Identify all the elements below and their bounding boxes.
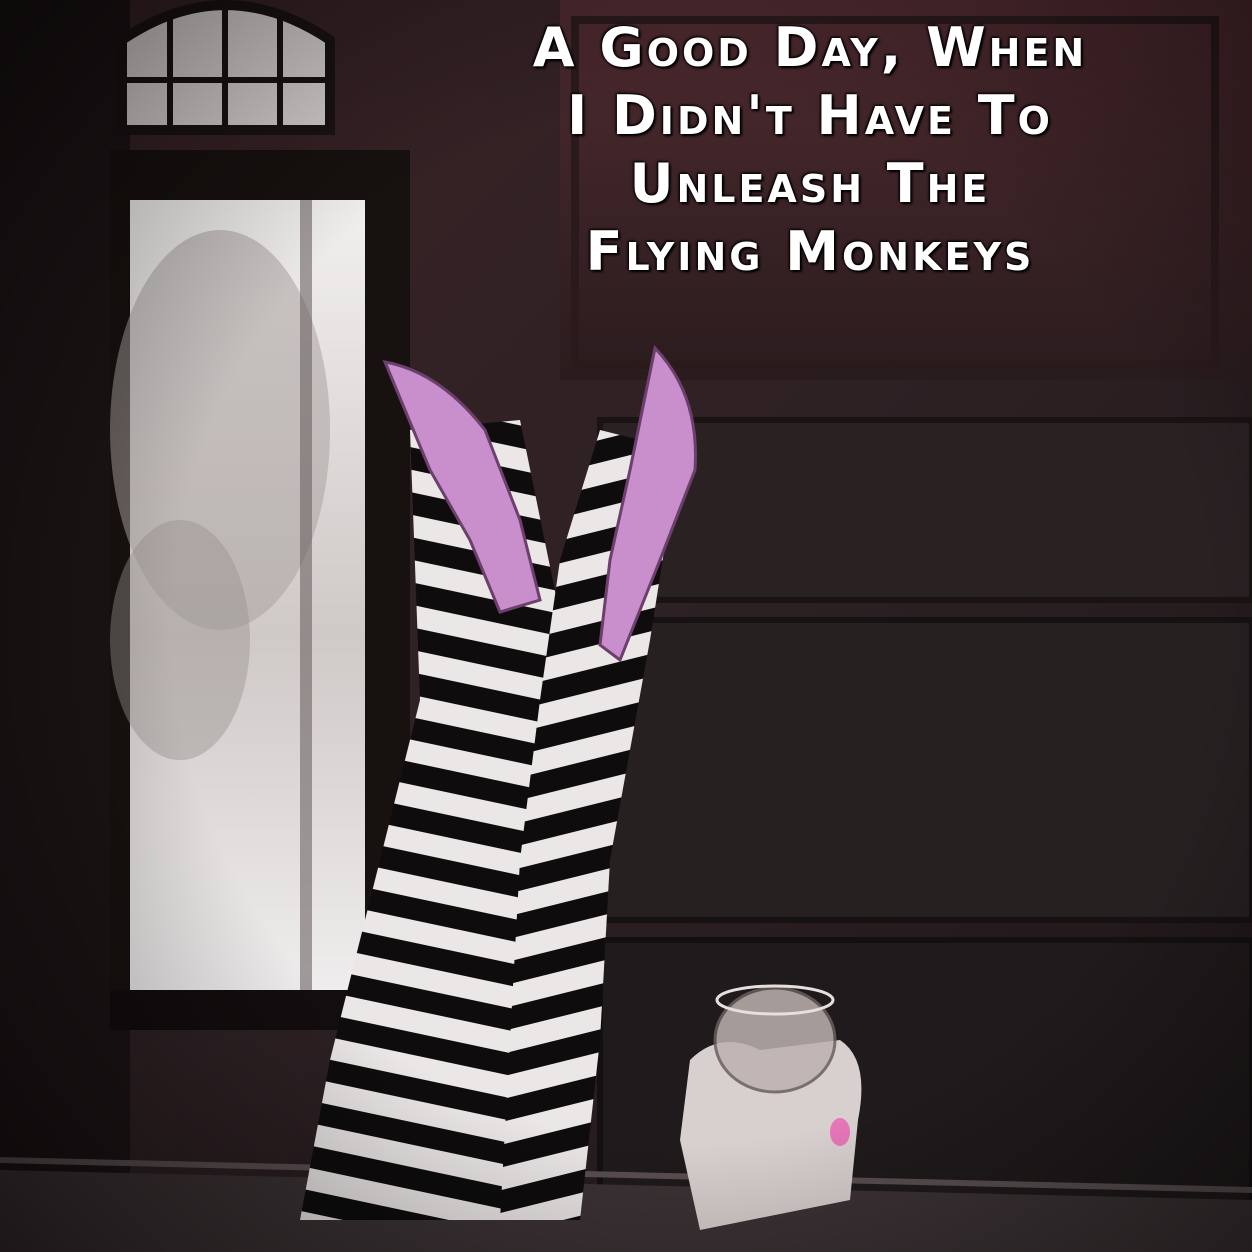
caption [430, 8, 1190, 286]
caption-line-2: I Didn't Have To [567, 84, 1053, 147]
caption-line-1: A Good Day, When [532, 16, 1088, 79]
caption-line-3: Unleash The [629, 152, 991, 215]
caption-line-cut [430, 0, 1190, 14]
caption-line-4: Flying Monkeys [585, 220, 1035, 283]
